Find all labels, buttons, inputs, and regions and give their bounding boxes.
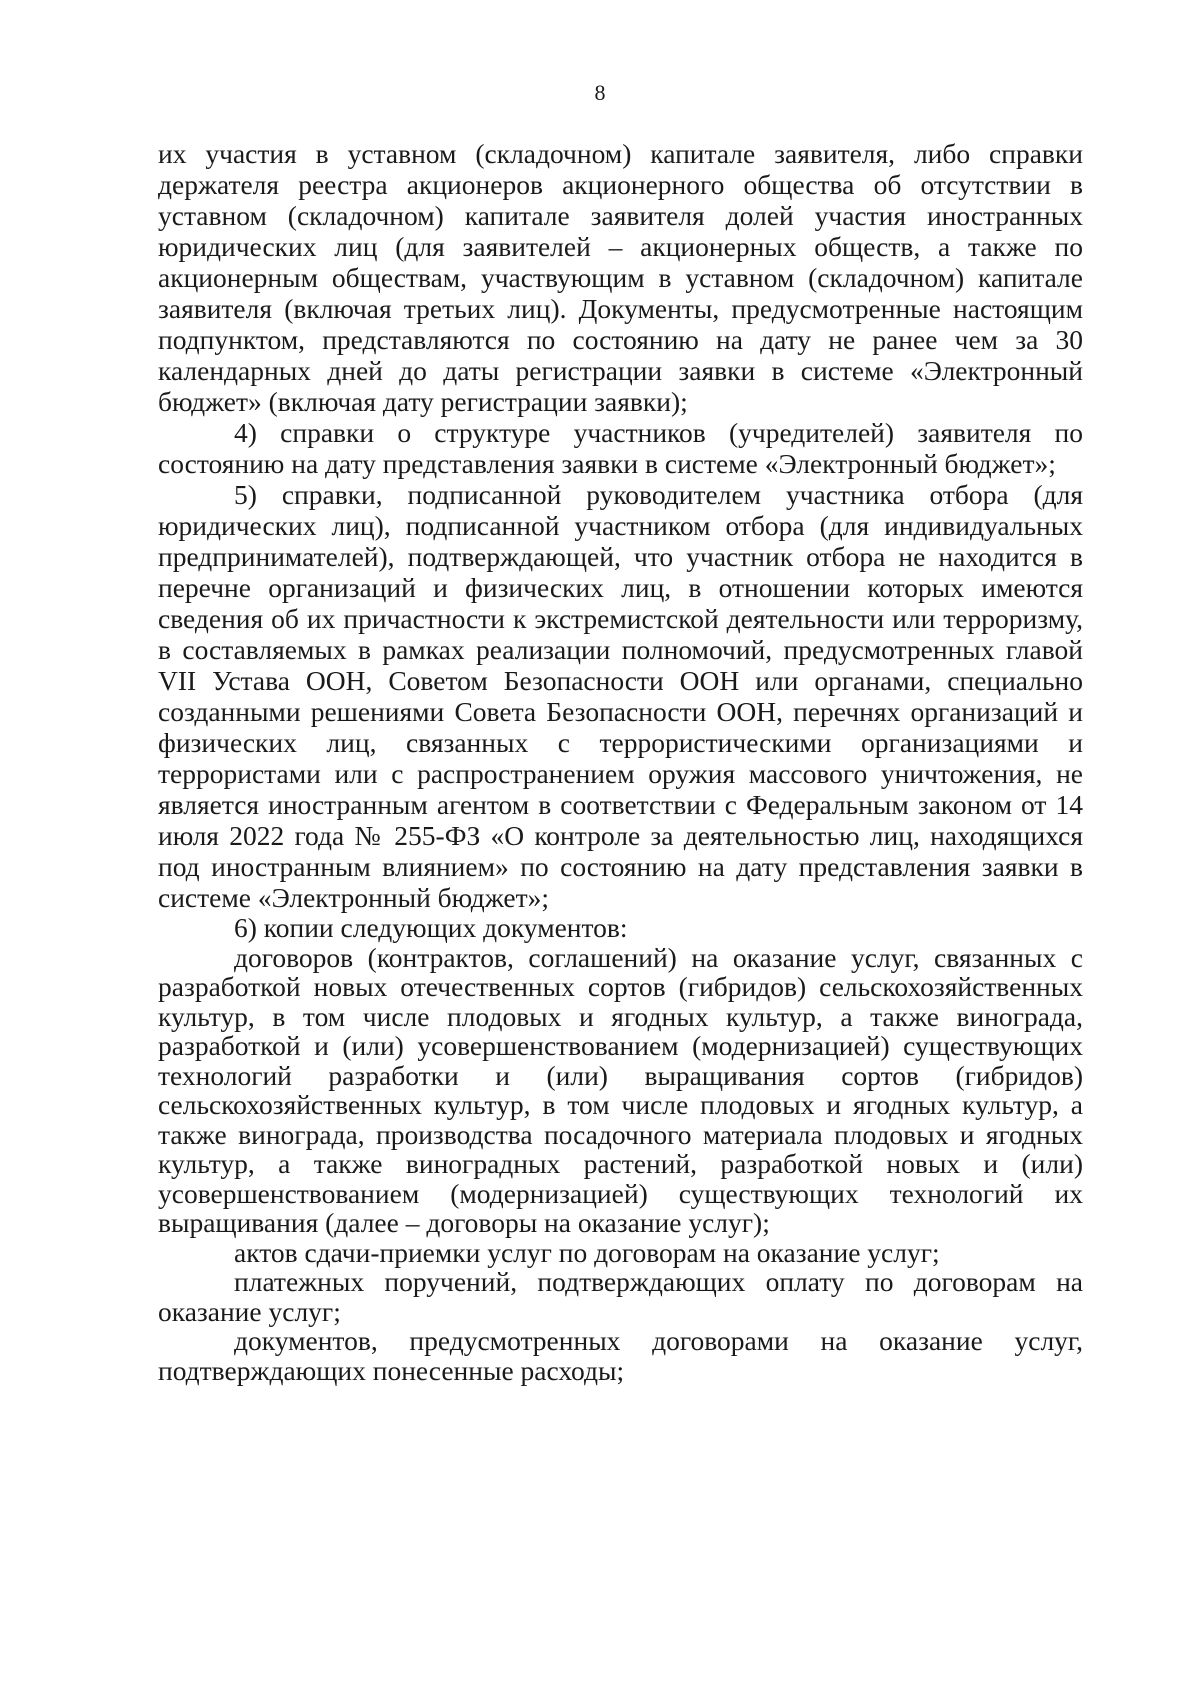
paragraph-item-5: 5) справки, подписанной руководителем участника отбора (для юридических лиц), подписанной участником отбора (для индивидуальных предпринимателей), подтверждающей, что участник отбора не находится в перечне организаций и физических лиц, в отношении которых имеются сведения об их причастности к экстремистской деятельности или терроризму, в составляемых в рамках реализации полномочий, предусмотренных главой VII Устава ООН, Советом Безопасности ООН или органами, специально созданными решениями Совета Безопасности ООН, перечнях организаций и физических лиц, связанных с террористическими организациями и террористами или с распространением оружия массового уничтожения, не является иностранным агентом в соответствии с Федеральным законом от 14 июля 2022 года № 255-ФЗ «О контроле за деятельностью лиц, находящихся под иностранным влиянием» по состоянию на дату представления заявки в системе «Электронный бюджет»;: [158, 479, 1083, 913]
paragraph-expense-documents: документов, предусмотренных договорами на оказание услуг, подтверждающих понесенные расходы;: [158, 1325, 1083, 1386]
paragraph-continuation: их участия в уставном (складочном) капитале заявителя, либо справки держателя реестра акционеров акционерного общества об отсутствии в уставном (складочном) капитале заявителя долей участия иностранных юридических лиц (для заявителей – акционерных обществ, а также по акционерным обществам, участвующим в уставном (складочном) капитале заявителя (включая третьих лиц). Документы, предусмотренные настоящим подпунктом, представляются по состоянию на дату не ранее чем за 30 календарных дней до даты регистрации заявки в системе «Электронный бюджет» (включая дату регистрации заявки);: [158, 138, 1083, 417]
paragraph-item-6: 6) копии следующих документов:: [234, 912, 628, 943]
paragraph-payment-orders: платежных поручений, подтверждающих оплату по договорам на оказание услуг;: [158, 1266, 1083, 1327]
paragraph-contracts: договоров (контрактов, соглашений) на оказание услуг, связанных с разработкой новых отечественных сортов (гибридов) сельскохозяйственных культур, в том числе плодовых и ягодных культур, а также винограда, разработкой и (или) усовершенствованием (модернизацией) существующих технологий разработки и (или) выращивания сортов (гибридов) сельскохозяйственных культур, в том числе плодовых и ягодных культур, а также винограда, производства посадочного материала плодовых и ягодных культур, а также виноградных растений, разработкой новых и (или) усовершенствованием (модернизацией) существующих технологий их выращивания (далее – договоры на оказание услуг);: [158, 941, 1083, 1238]
paragraph-acceptance-acts: актов сдачи-приемки услуг по договорам на оказание услуг;: [234, 1236, 940, 1268]
paragraph-item-4: 4) справки о структуре участников (учредителей) заявителя по состоянию на дату представления заявки в системе «Электронный бюджет»;: [158, 417, 1083, 479]
document-body: [158, 138, 1083, 1385]
page-number: 8: [594, 80, 606, 105]
